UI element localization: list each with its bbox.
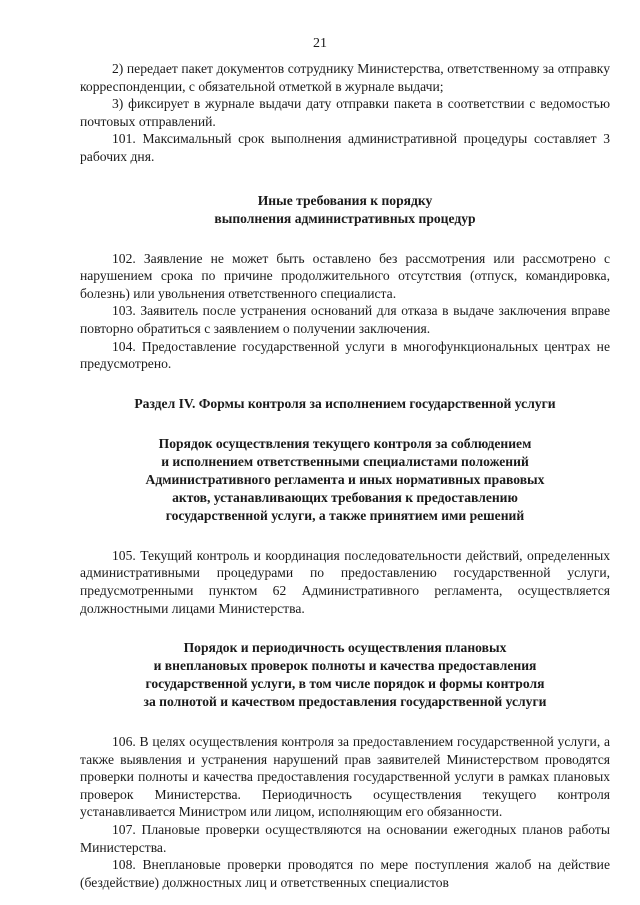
page-number: 21 bbox=[313, 36, 327, 51]
heading-line: выполнения административных процедур bbox=[214, 210, 476, 226]
paragraph-104: 104. Предоставление государственной услуги в многофункциональных центрах не предусмотрено. bbox=[80, 338, 610, 372]
heading-line: Административного регламента и иных нормативных правовых bbox=[145, 471, 545, 487]
paragraph-102: 102. Заявление не может быть оставлено без рассмотрения или рассмотрено с нарушением срока по причине продолжительного отсутствия (отпуск, командировка, болезнь) или увольнения ответственного специалиста. bbox=[80, 250, 610, 301]
heading-line: и исполнением ответственными специалистами положений bbox=[161, 453, 529, 469]
paragraph-101: 101. Максимальный срок выполнения административной процедуры составляет 3 рабочих дня. bbox=[80, 131, 610, 164]
document-body bbox=[80, 60, 610, 891]
heading-line: Порядок осуществления текущего контроля за соблюдением bbox=[158, 435, 532, 451]
heading-line: актов, устанавливающих требования к предоставлению bbox=[172, 489, 518, 505]
paragraph-item-2: 2) передает пакет документов сотруднику Министерства, ответственному за отправку корреспонденции, с обязательной отметкой в журнале выдачи; bbox=[80, 61, 610, 94]
heading-other-requirements bbox=[80, 192, 610, 228]
paragraph-105: 105. Текущий контроль и координация последовательности действий, определенных административными процедурами по предоставлению государственной услуги, предусмотренными пунктом 62 Административного регламента, осуществляется должностными лицами Министерства. bbox=[80, 547, 610, 616]
heading-inspections bbox=[80, 639, 610, 711]
paragraph-106: 106. В целях осуществления контроля за предоставлением государственной услуги, а также выявления и устранения нарушений прав заявителей Министерством проводятся проверки полноты и качества предоставления государственной услуги в рамках плановых проверок Министерства. Периодичность осуществления текущего контроля устанавливается Министром или лицом, исполняющим его обязанности. bbox=[80, 734, 610, 820]
paragraph-item-3: 3) фиксирует в журнале выдачи дату отправки пакета в соответствии с ведомостью почтовых отправлений. bbox=[80, 96, 610, 129]
section-iv-title: Раздел IV. Формы контроля за исполнением государственной услуги bbox=[134, 395, 556, 411]
heading-line: за полнотой и качеством предоставления государственной услуги bbox=[143, 694, 547, 710]
paragraph-103: 103. Заявитель после устранения оснований для отказа в выдаче заключения вправе повторно обратиться с заявлением о получении заключения. bbox=[80, 303, 610, 336]
paragraph-108: 108. Внеплановые проверки проводятся по мере поступления жалоб на действие (бездействие) должностных лиц и ответственных специалистов bbox=[80, 857, 610, 890]
heading-line: государственной услуги, в том числе порядок и формы контроля bbox=[145, 676, 545, 692]
heading-current-control bbox=[80, 435, 610, 525]
heading-line: государственной услуги, а также принятием ими решений bbox=[165, 507, 525, 523]
heading-line: Порядок и периодичность осуществления плановых bbox=[183, 640, 507, 656]
heading-line: и внеплановых проверок полноты и качества предоставления bbox=[153, 658, 537, 674]
heading-line: Иные требования к порядку bbox=[257, 192, 433, 208]
paragraph-107: 107. Плановые проверки осуществляются на основании ежегодных планов работы Министерства. bbox=[80, 822, 610, 855]
